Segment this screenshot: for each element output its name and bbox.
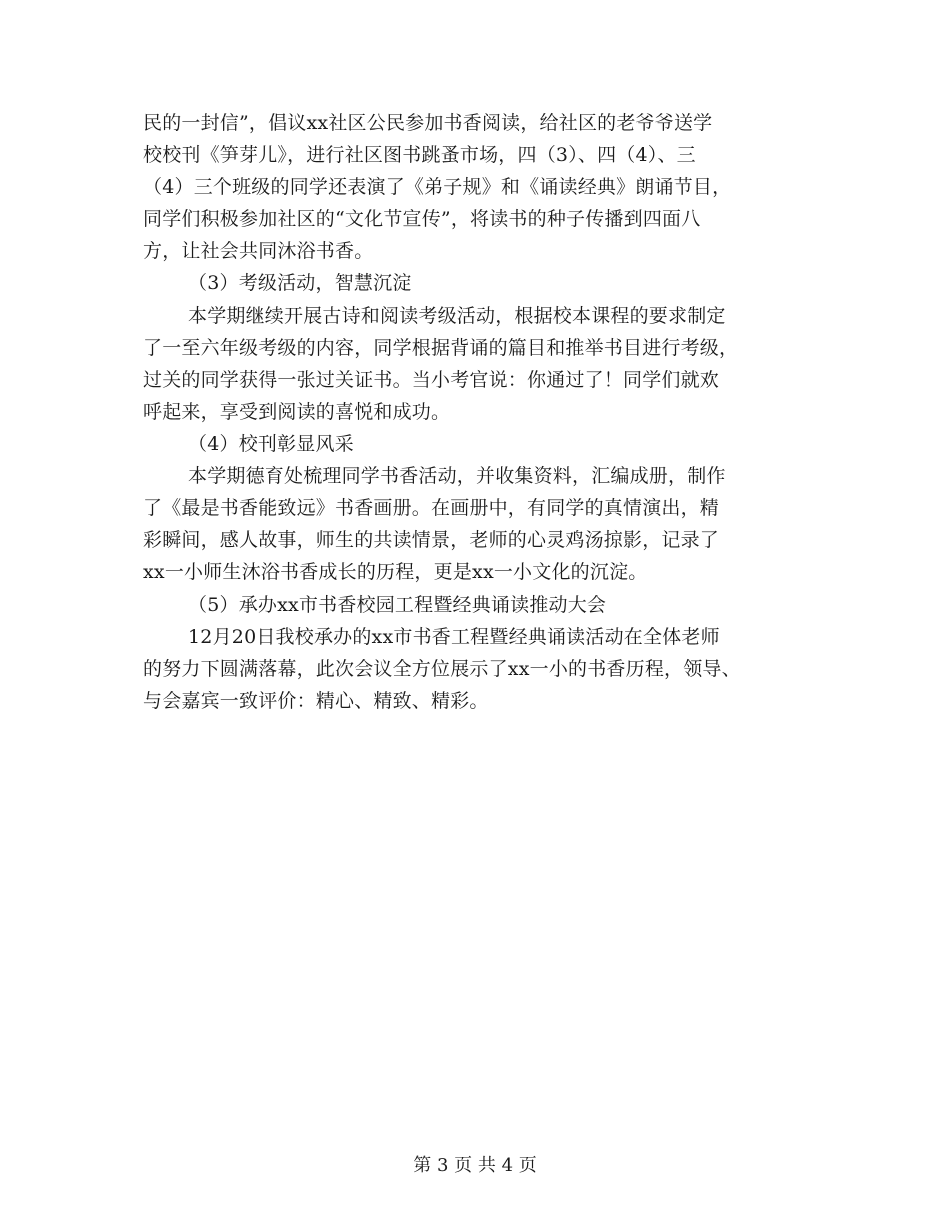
text-line: 彩瞬间，感人故事，师生的共读情景，老师的心灵鸡汤掠影，记录了 <box>143 529 720 551</box>
page-number-footer: 第 3 页 共 4 页 <box>413 1155 537 1176</box>
text-line: 同学们积极参加社区的“文化节宣传”，将读书的种子传播到四面八 <box>143 208 701 230</box>
text-line: 与会嘉宾一致评价：精心、精致、精彩。 <box>143 690 489 712</box>
text-line: （4）三个班级的同学还表演了《弟子规》和《诵读经典》朗诵节目， <box>143 176 732 198</box>
text-line: 本学期德育处梳理同学书香活动，并收集资料，汇编成册，制作 <box>188 465 726 487</box>
text-line: 了《最是书香能致远》书香画册。在画册中，有同学的真情演出，精 <box>143 497 720 519</box>
text-line: 了一至六年级考级的内容，同学根据背诵的篇目和推举书目进行考级， <box>143 337 739 359</box>
section-heading: （4）校刊彰显风采 <box>188 433 354 455</box>
text-line: xx一小师生沐浴书香成长的历程，更是xx一小文化的沉淀。 <box>143 561 648 583</box>
text-line: 本学期继续开展古诗和阅读考级活动，根据校本课程的要求制定 <box>188 305 726 327</box>
text-line: 民的一封信”，倡议xx社区公民参加书香阅读，给社区的老爷爷送学 <box>143 112 713 134</box>
text-line: 呼起来，享受到阅读的喜悦和成功。 <box>143 401 451 423</box>
text-line: 过关的同学获得一张过关证书。当小考官说：你通过了！同学们就欢 <box>143 369 720 391</box>
text-line: 的努力下圆满落幕，此次会议全方位展示了xx一小的书香历程，领导、 <box>143 658 741 680</box>
text-line: 方，让社会共同沐浴书香。 <box>143 240 374 262</box>
text-line: 校校刊《笋芽儿》，进行社区图书跳蚤市场，四（3）、四（4）、三 <box>143 144 696 166</box>
section-heading: （5）承办xx市书香校园工程暨经典诵读推动大会 <box>188 594 607 616</box>
section-heading: （3）考级活动，智慧沉淀 <box>188 272 412 294</box>
text-line: 12月20日我校承办的xx市书香工程暨经典诵读活动在全体老师 <box>188 626 720 648</box>
